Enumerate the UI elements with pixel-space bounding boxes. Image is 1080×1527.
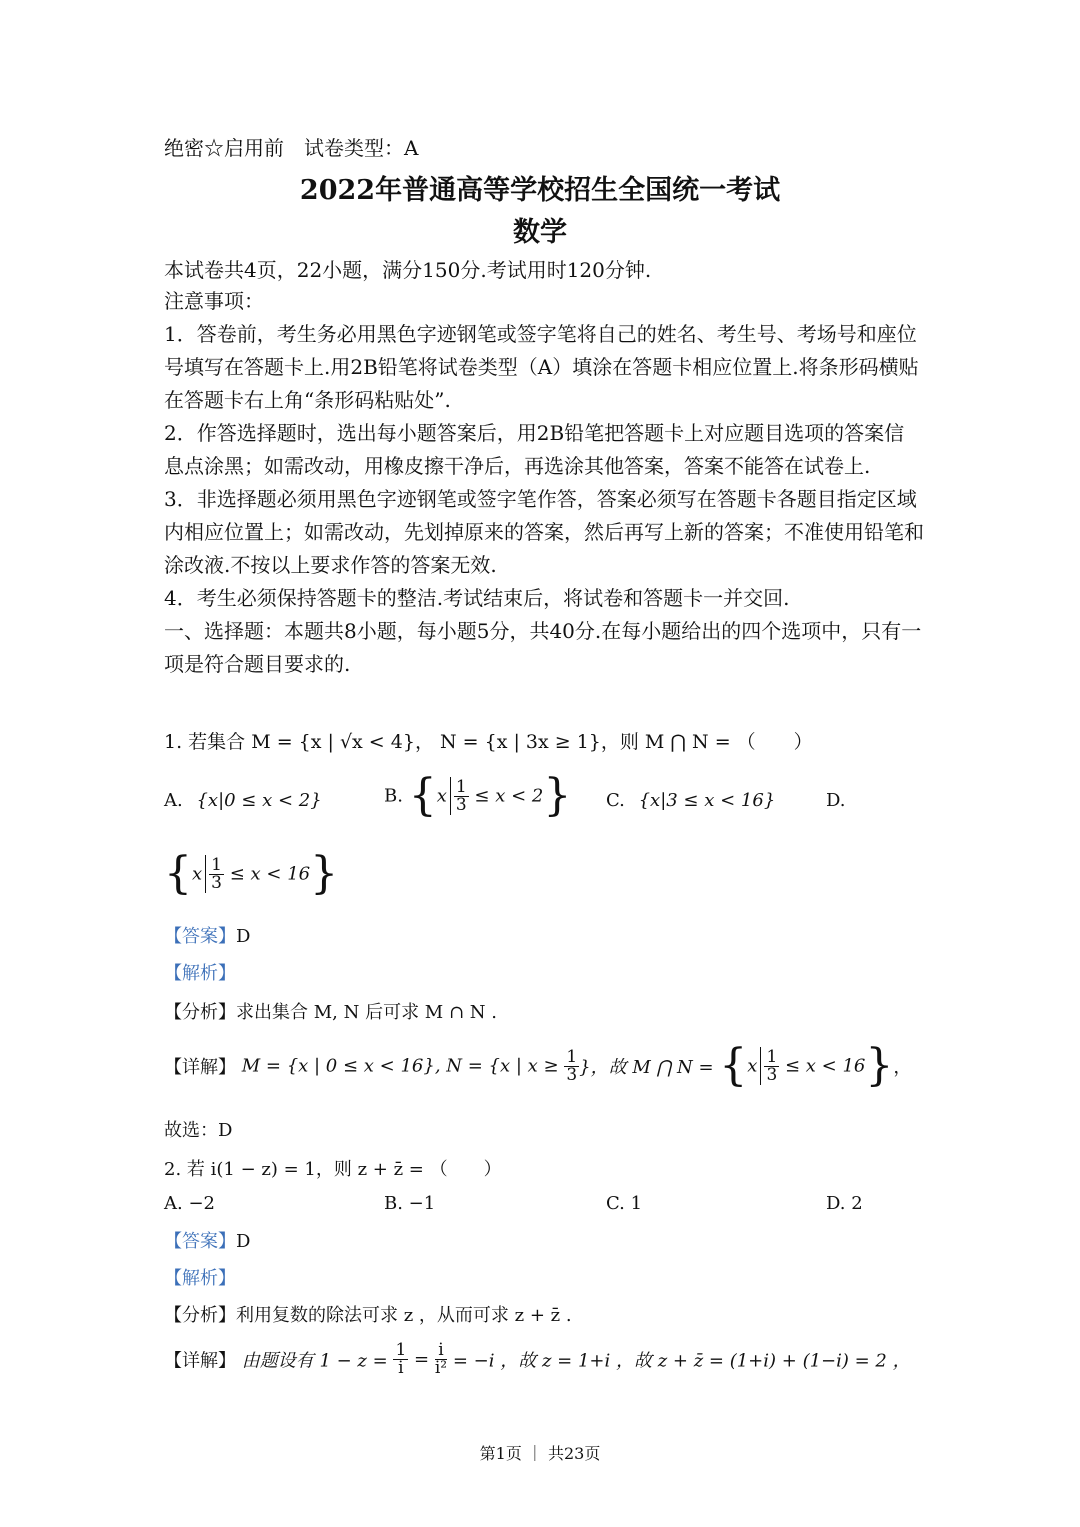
q2-option-b: B. −1 [384, 1193, 436, 1214]
q2-detail [164, 1342, 911, 1377]
exam-title: 2022年普通高等学校招生全国统一考试 [299, 175, 781, 206]
detail-text: ≤ x < 16 [785, 1055, 866, 1077]
fraction-numerator: 1 [455, 776, 467, 797]
section-heading: 一、选择题：本题共8小题，每小题5分，共40分.在每小题给出的四个选项中，只有一项是符合题目要求的. [164, 619, 922, 676]
set-bar [205, 855, 206, 893]
confidential-label: 绝密☆启用前 试卷类型：A [164, 136, 419, 160]
detail-tag: 【详解】 [164, 1057, 236, 1078]
q2-fenxi [164, 1301, 572, 1327]
note-item: 4．考生必须保持答题卡的整洁.考试结束后，将试卷和答题卡一并交回. [164, 586, 790, 610]
detail-text: = −i ，故 z = 1+i ，故 z + z̄ = (1+i) + (1−i) = 2 ， [452, 1350, 911, 1372]
brace-left: { [719, 1040, 748, 1091]
question-1-stem: 1. 若集合 M = {x | √x < 4}， N = {x | 3x ≥ 1}，则 M ⋂ N = （ ） [164, 731, 813, 753]
equals-sign: = [414, 1349, 430, 1370]
brace-left: { [164, 848, 192, 899]
detail-tag: 【详解】 [164, 1350, 236, 1372]
exam-intro: 本试卷共4页，22小题，满分150分.考试用时120分钟. [164, 258, 652, 282]
q1-detail [164, 1040, 912, 1091]
q1-analysis-tag: 【解析】 [164, 963, 236, 984]
q1-option-b [384, 770, 572, 821]
fraction-one-third [564, 1046, 579, 1085]
fraction-one-over-i [393, 1342, 408, 1377]
q1-choose: 故选：D [164, 1120, 233, 1141]
brace-right: } [543, 770, 572, 821]
fraction-numerator: 1 [395, 1340, 407, 1360]
page-footer: 第1页 ｜ 共23页 [479, 1444, 601, 1463]
fraction-one-third [454, 776, 469, 815]
detail-text: }，故 M ⋂ N = [579, 1057, 714, 1078]
fraction-denominator: 3 [455, 794, 467, 815]
detail-text: 由题设有 1 − z = [241, 1350, 388, 1372]
brace-left: { [408, 770, 437, 821]
brace-right: } [865, 1040, 894, 1091]
q1-fenxi [164, 998, 497, 1024]
answer-value: D [236, 926, 251, 947]
q2-option-c: C. 1 [606, 1193, 643, 1214]
fraction-numerator: 1 [766, 1046, 778, 1067]
fraction-one-third [209, 854, 224, 893]
q1-option-d-label: D. [826, 790, 846, 811]
fenxi-tag: 【分析】 [164, 1002, 236, 1023]
fraction-denominator: i² [434, 1358, 448, 1378]
note-item: 2．作答选择题时，选出每小题答案后，用2B铅笔把答题卡上对应题目选项的答案信息点涂黑；如需改动，用橡皮擦干净后，再选涂其他答案，答案不能答在试卷上. [164, 421, 905, 478]
q2-analysis-tag: 【解析】 [164, 1268, 236, 1289]
answer-tag: 【答案】 [164, 1231, 236, 1252]
answer-tag: 【答案】 [164, 926, 236, 947]
set-variable: x [192, 863, 203, 885]
q2-option-d: D. 2 [826, 1193, 863, 1214]
option-text: ≤ x < 2 [474, 785, 544, 807]
q1-option-d [164, 848, 339, 899]
fenxi-text: 求出集合 M, N 后可求 M ∩ N . [236, 1002, 497, 1023]
option-text: ≤ x < 16 [229, 863, 311, 885]
fraction-numerator: 1 [566, 1046, 578, 1067]
q1-option-c [606, 790, 775, 811]
note-item: 1．答卷前，考生务必用黑色字迹钢笔或签字笔将自己的姓名、考生号、考场号和座位号填写在答题卡上.用2B铅笔将试卷类型（A）填涂在答题卡相应位置上.将条形码横贴在答题卡右上角“条形码粘贴处”. [164, 322, 919, 412]
notes-block [164, 285, 924, 681]
q1-answer [164, 922, 250, 948]
option-text: {x|0 ≤ x < 2} [196, 790, 322, 811]
option-label: B. [384, 785, 403, 807]
fraction-i-over-i-squared [435, 1342, 447, 1377]
set-bar [760, 1047, 761, 1085]
fenxi-text: 利用复数的除法可求 z ，从而可求 z + z̄ . [236, 1305, 572, 1326]
fraction-denominator: 3 [566, 1064, 578, 1085]
q1-option-a [164, 790, 322, 811]
brace-right: } [310, 848, 339, 899]
q2-answer [164, 1227, 250, 1253]
set-variable: x [747, 1055, 758, 1077]
question-2-stem: 2. 若 i(1 − z) = 1，则 z + z̄ = （ ） [164, 1159, 502, 1180]
fenxi-tag: 【分析】 [164, 1305, 236, 1326]
option-text: {x|3 ≤ x < 16} [638, 790, 776, 811]
fraction-denominator: 3 [211, 872, 222, 893]
fraction-denominator: i [398, 1358, 404, 1378]
fraction-one-third [764, 1046, 779, 1085]
exam-subject: 数学 [513, 217, 567, 248]
detail-text: ， [893, 1057, 912, 1078]
set-bar [450, 777, 451, 815]
fraction-numerator: 1 [211, 854, 222, 875]
fraction-denominator: 3 [766, 1064, 778, 1085]
fraction-numerator: i [435, 1342, 447, 1360]
note-item: 3．非选择题必须用黑色字迹钢笔或签字笔作答，答案必须写在答题卡各题目指定区域内相应位置上；如需改动，先划掉原来的答案，然后再写上新的答案；不准使用铅笔和涂改液.不按以上要求作答的答案无效. [164, 487, 924, 577]
option-label: A. [164, 790, 183, 811]
notes-heading: 注意事项： [164, 289, 264, 313]
detail-text: M = {x | 0 ≤ x < 16}, N = {x | x ≥ [241, 1055, 559, 1077]
q2-option-a: A. −2 [164, 1193, 215, 1214]
option-label: C. [606, 790, 625, 811]
set-variable: x [436, 785, 447, 807]
answer-value: D [236, 1231, 251, 1252]
